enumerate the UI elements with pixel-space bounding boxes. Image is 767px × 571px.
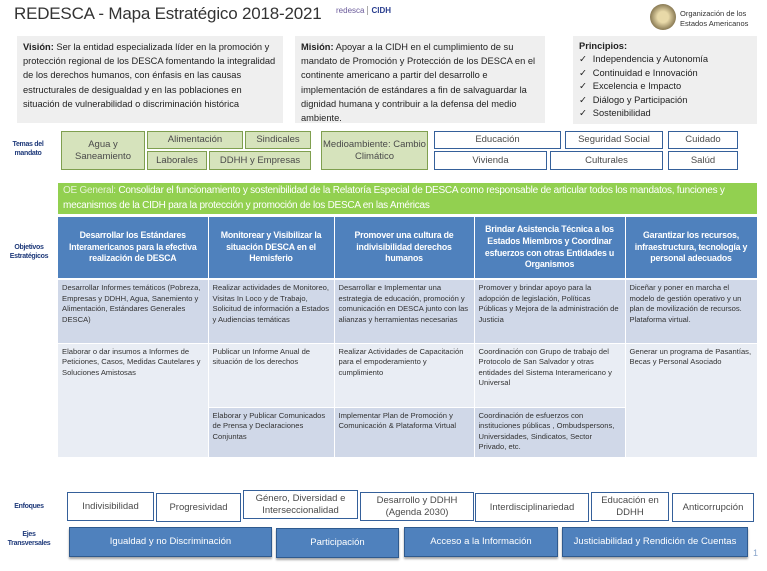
table-cell: Promover y brindar apoyo para la adopción de legislación, Políticas Públicas y Mejora de la administración de Justicia — [474, 279, 625, 343]
enfoques-label: Enfoques — [14, 503, 44, 510]
tema-green: Medioambiente: Cambio Climático — [321, 131, 428, 170]
objetivos-section — [58, 183, 757, 458]
enfoque-item: Educación en DDHH — [591, 492, 669, 521]
table-cell: Desarrollar e Implementar una estrategia de educación, promoción y comunicación en DESCA junto con las alianzas y herramientas necesarias — [334, 279, 474, 343]
enfoque-item: Anticorrupción — [672, 493, 754, 522]
principio-item: ✓ Excelencia e Impacto — [579, 80, 751, 94]
table-cell: Realizar actividades de Monitoreo, Visitas In Loco y de Trabajo, Solicitud de información a Estados y Audiencias temáticas — [208, 279, 334, 343]
oas-seal-icon — [650, 4, 676, 30]
oas-line1: Organización de los — [680, 9, 747, 18]
tema-blue: Culturales — [550, 151, 663, 170]
mision-text: Apoyar a la CIDH en el cumplimiento de su mandato de Promoción y Protección de los DESCA en el continente americano a partir del desarrollo e implementación de estándares a fin de salvaguardar la dignidad humana y contribuir a la defensa del medio ambiente. — [301, 42, 536, 124]
tema-green: Agua y Saneamiento — [61, 131, 145, 170]
enfoque-item: Género, Diversidad e Interseccionalidad — [243, 490, 358, 519]
tema-blue: Vivienda — [434, 151, 547, 170]
objetivo-header: Brindar Asistencia Técnica a los Estados Miembros y Coordinar esfuerzos con otras Entidades u Organismos — [474, 217, 625, 279]
principio-item: ✓ Continuidad e Innovación — [579, 67, 751, 81]
temas-label: Temas del mandato — [12, 141, 44, 157]
tema-blue: Salúd — [668, 151, 738, 170]
page-title: REDESCA - Mapa Estratégico 2018-2021 — [14, 4, 322, 23]
principio-item: ✓ Independencia y Autonomía — [579, 53, 751, 67]
table-cell: Implementar Plan de Promoción y Comunicación & Plataforma Virtual — [334, 407, 474, 457]
principios-box — [573, 36, 757, 124]
enfoque-item: Interdisciplinariedad — [475, 493, 589, 522]
enfoque-item: Progresividad — [156, 493, 241, 522]
oas-name — [680, 9, 748, 29]
mision-label: Misión: — [301, 42, 334, 52]
oas-line2: Estados Americanos — [680, 19, 749, 28]
ejes-label: Ejes Transversales — [7, 531, 51, 547]
principios-label: Principios: — [579, 41, 628, 51]
table-cell: Coordinación de esfuerzos con instituciones públicas , Ombudspersons, Universidades, Sindicatos, Sector Privado, etc. — [474, 407, 625, 457]
eje-item: Participación — [276, 528, 399, 558]
objetivo-header: Garantizar los recursos, infraestructura, tecnología y personal adecuados — [625, 217, 757, 279]
principio-item: ✓ Diálogo y Participación — [579, 94, 751, 108]
tema-green: Alimentación — [147, 131, 243, 149]
redesca-cidh-logo — [336, 6, 391, 15]
tema-blue: Educación — [434, 131, 561, 149]
redesca-logo-text: redesca — [336, 6, 365, 15]
table-cell: Realizar Actividades de Capacitación para el empoderamiento y cumplimiento — [334, 343, 474, 407]
tema-blue: Cuidado — [668, 131, 738, 149]
table-row — [58, 279, 757, 343]
objetivos-table — [58, 217, 758, 458]
eje-item: Justiciabilidad y Rendición de Cuentas — [562, 527, 748, 557]
vision-label: Visión: — [23, 42, 54, 52]
oe-general-banner — [58, 183, 757, 214]
table-row — [58, 343, 757, 407]
vision-box — [17, 36, 283, 123]
tema-green: DDHH y Empresas — [209, 151, 311, 170]
tema-blue: Seguridad Social — [565, 131, 663, 149]
table-cell: Desarrollar Informes temáticos (Pobreza, Empresas y DDHH, Agua, Sanemiento y Alimentación, Estándares Generales DESCA) — [58, 279, 208, 343]
vision-text: Ser la entidad especializada líder en la promoción y protección regional de los DESCA fomentando la integralidad de los derechos humanos, con énfasis en las causas estructurales de desigualdad y en las poblaciones en situación de vulnerabilidad o discriminación histórica — [23, 42, 276, 109]
principio-item: ✓ Sostenibilidad — [579, 107, 751, 121]
table-cell: Diceñar y poner en marcha el modelo de gestión operativo y un plan de movilización de recursos. Plataforma virtual. — [625, 279, 757, 343]
table-cell: Coordinación con Grupo de trabajo del Protocolo de San Salvador y otras entidades del Sistema Interamericano y Universal — [474, 343, 625, 407]
oe-label: OE General: — [63, 185, 116, 196]
objetivo-header: Monitorear y Visibilizar la situación DESCA en el Hemisferio — [208, 217, 334, 279]
objetivo-header: Desarrollar los Estándares Interamericanos para la efectiva realización de DESCA — [58, 217, 208, 279]
objetivo-header: Promover una cultura de indivisibilidad derechos humanos — [334, 217, 474, 279]
mision-box — [295, 36, 545, 123]
table-header-row — [58, 217, 757, 279]
enfoque-item: Indivisibilidad — [67, 492, 154, 521]
table-cell: Elaborar y Publicar Comunicados de Prensa y Declaraciones Conjuntas — [208, 407, 334, 457]
eje-item: Acceso a la Información — [404, 527, 558, 557]
enfoque-item: Desarrollo y DDHH (Agenda 2030) — [360, 492, 474, 521]
tema-green: Laborales — [147, 151, 207, 170]
cidh-logo-text: CIDH — [367, 6, 391, 15]
oe-text: Consolidar el funcionamiento y sostenibilidad de la Relatoría Especial de DESCA como responsable de articular todos los mandatos, funciones y mecanismos de la CIDH para la protección y promoción de los DESCA en las Américas — [63, 185, 725, 211]
page-number: 1 — [753, 548, 759, 558]
objetivos-label: Objetivos Estratégicos — [9, 244, 49, 260]
table-cell: Generar un programa de Pasantías, Becas y Personal Asociado — [625, 343, 757, 457]
tema-green: Sindicales — [245, 131, 311, 149]
eje-item: Igualdad y no Discriminación — [69, 527, 272, 557]
table-cell: Publicar un Informe Anual de situación de los derechos — [208, 343, 334, 407]
table-cell: Elaborar o dar insumos a Informes de Peticiones, Casos, Medidas Cautelares y Soluciones Amistosas — [58, 343, 208, 457]
